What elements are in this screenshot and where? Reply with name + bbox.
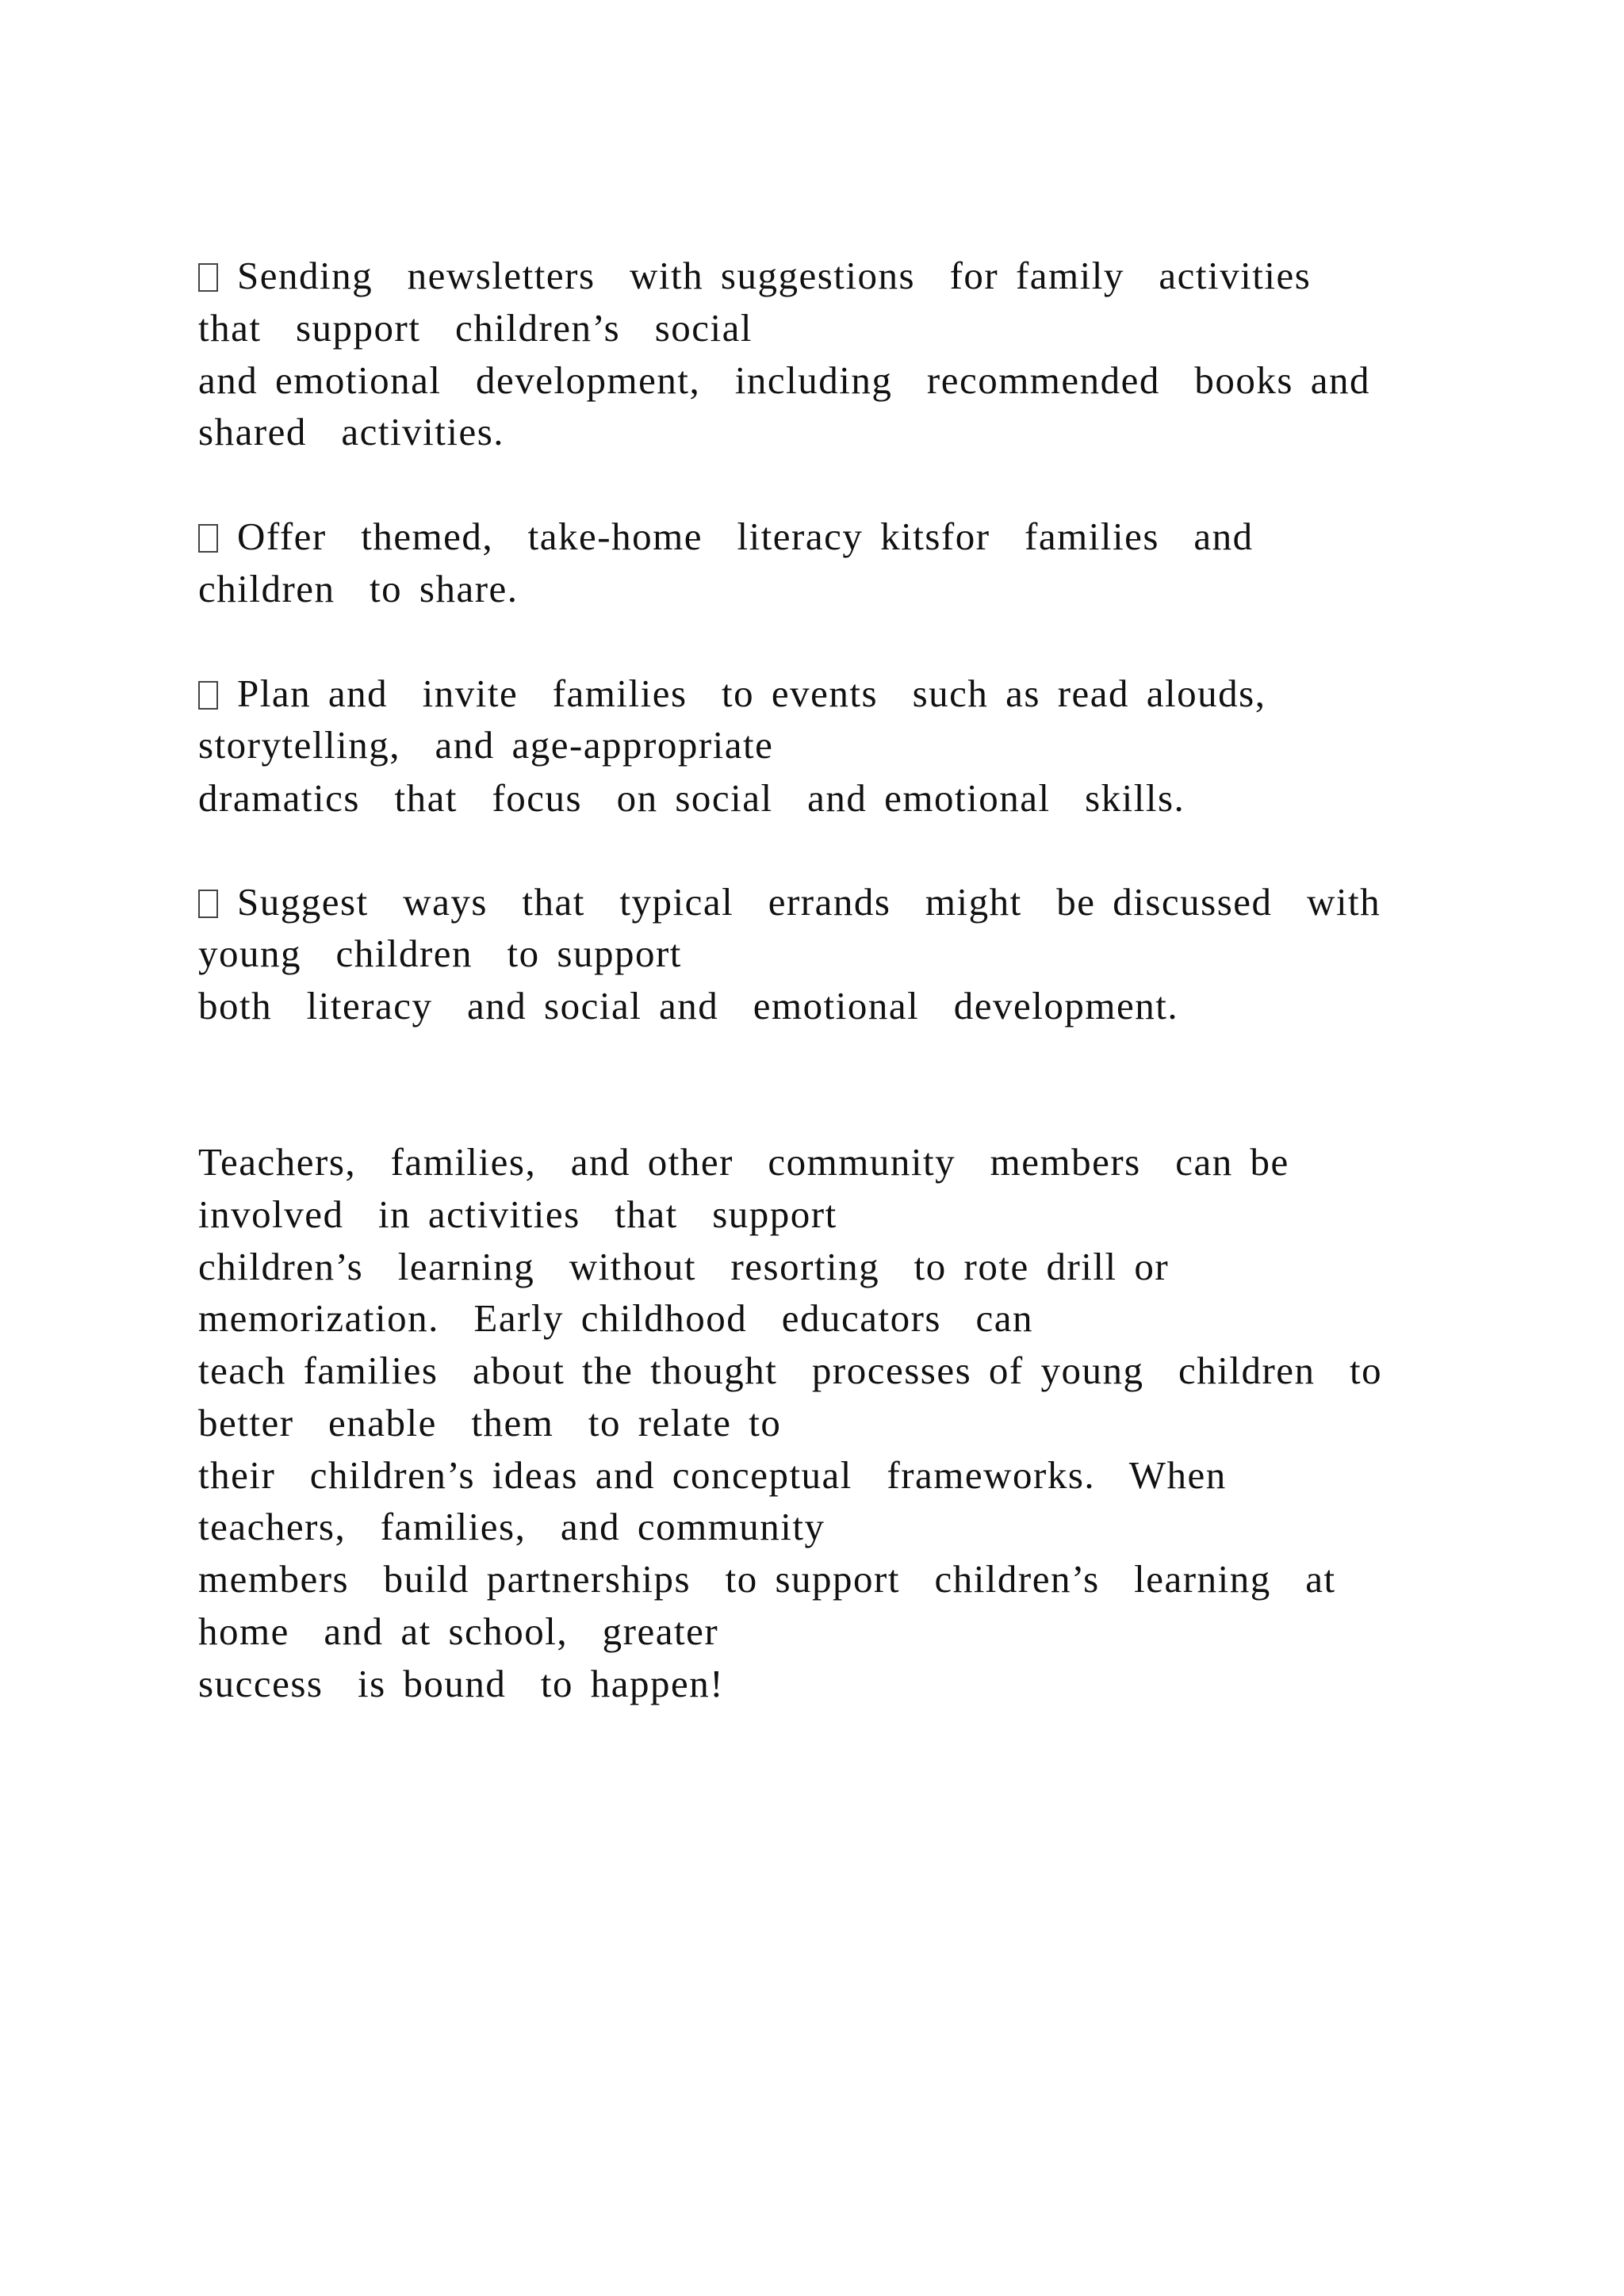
bullet-1-line-2: that support children’s social: [198, 306, 753, 350]
box-bullet-icon: [198, 524, 218, 553]
paragraph-line-7: their children’s ideas and conceptual frameworks. When: [198, 1453, 1227, 1497]
bullet-4-line-1: Suggest ways that typical errands might be discussed with: [198, 882, 1381, 921]
bullet-3-line-2: storytelling, and age-appropriate: [198, 723, 774, 767]
paragraph-line-10: home and at school, greater: [198, 1609, 719, 1653]
paragraph-line-3: children’s learning without resorting to rote drill or: [198, 1245, 1170, 1288]
bullet-2-line-2: children to share.: [198, 567, 519, 610]
paragraph-line-9: members build partnerships to support children’s learning at: [198, 1557, 1336, 1601]
bullet-3-line-3: dramatics that focus on social and emotional skills.: [198, 776, 1185, 820]
bullet-3-line-1: Plan and invite families to events such as read alouds,: [198, 674, 1266, 713]
paragraph-line-1: Teachers, families, and other community members can be: [198, 1140, 1289, 1184]
bullet-1-line-4: shared activities.: [198, 410, 505, 453]
bullet-2-line-1: Offer themed, take-home literacy kitsfor families and: [198, 517, 1254, 556]
paragraph-line-6: better enable them to relate to: [198, 1401, 782, 1445]
bullet-1-line-1: Sending newsletters with suggestions for family activities: [198, 256, 1311, 295]
box-bullet-icon: [198, 681, 218, 710]
box-bullet-icon: [198, 263, 218, 292]
box-bullet-icon: [198, 890, 218, 918]
bullet-4-line-2: young children to support: [198, 932, 682, 975]
paragraph-line-8: teachers, families, and community: [198, 1505, 825, 1548]
paragraph-line-4: memorization. Early childhood educators can: [198, 1296, 1033, 1340]
bullet-1-line-3: and emotional development, including recommended books and: [198, 358, 1370, 402]
bullet-4-line-3: both literacy and social and emotional development.: [198, 984, 1179, 1027]
paragraph-line-11: success is bound to happen!: [198, 1662, 725, 1705]
paragraph-line-2: involved in activities that support: [198, 1192, 837, 1236]
paragraph-line-5: teach families about the thought processes of young children to: [198, 1349, 1383, 1392]
